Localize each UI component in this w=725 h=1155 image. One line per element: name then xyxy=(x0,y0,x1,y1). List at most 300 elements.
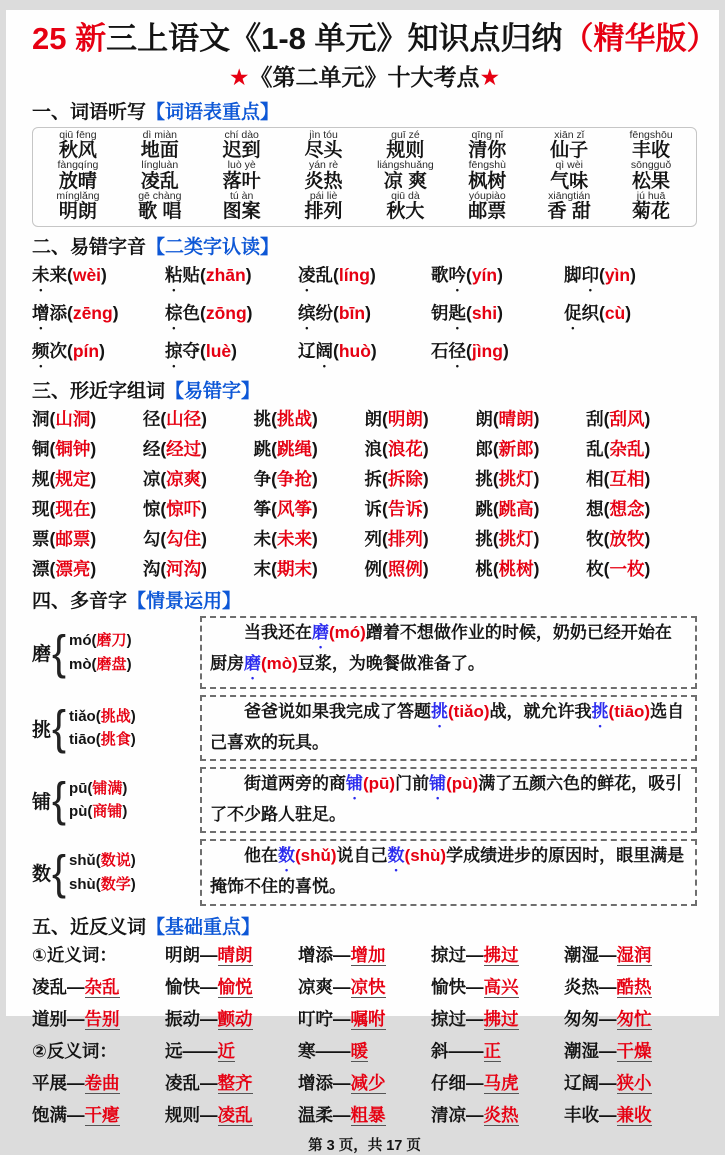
similar-characters-list xyxy=(32,406,697,581)
pinyin-label: yóupiào xyxy=(468,189,506,202)
title-suffix: （精华版） xyxy=(562,21,718,56)
word-table-row xyxy=(37,160,692,191)
pair-group-label: ①近义词： xyxy=(32,944,117,965)
phonetic-item: 掠夺(luè) xyxy=(165,341,237,362)
word-cell xyxy=(365,130,447,161)
word-answer: 勾住 xyxy=(166,529,202,550)
stressed-char: 掠 xyxy=(165,341,183,362)
word-label: 明朗 xyxy=(58,201,97,223)
char-pair-item: 争(争抢) xyxy=(253,469,318,490)
reading-line: mò(磨盘) xyxy=(69,655,132,673)
word-table-row xyxy=(37,130,692,161)
page-subtitle xyxy=(32,59,697,92)
polyphone-readings xyxy=(69,629,132,676)
pinyin-answer: zhān xyxy=(205,265,246,286)
pinyin-label: língluàn xyxy=(141,159,179,172)
word-answer: 排列 xyxy=(387,529,423,550)
pair-answer: 高兴 xyxy=(483,976,519,997)
pinyin-annotation: (mó) xyxy=(329,623,366,643)
pinyin-answer: líng xyxy=(338,265,370,286)
word-cell xyxy=(446,130,528,161)
char-pair-item: 郎(新郎) xyxy=(475,439,540,460)
char-pair-item: 现(现在) xyxy=(32,499,97,520)
highlighted-char: 数 xyxy=(278,846,295,866)
pair-item: 增添—增加 xyxy=(298,944,386,965)
word-label: 炎热 xyxy=(304,170,343,192)
stressed-char: 缤 xyxy=(298,303,316,324)
pinyin-annotation: (shǔ) xyxy=(295,846,337,866)
pinyin-label: jìn tóu xyxy=(309,128,338,141)
word-cell xyxy=(201,191,283,222)
pinyin-label: xiāngtián xyxy=(548,189,591,202)
pair-item: 潮湿—湿润 xyxy=(564,944,652,965)
char-pair-item: 列(排列) xyxy=(364,529,429,550)
pinyin-label: yán rè xyxy=(308,159,339,172)
polyphone-entry xyxy=(32,616,697,689)
polyphone-entry xyxy=(32,695,697,761)
pinyin-annotation: (pù) xyxy=(446,774,479,794)
word-answer: 未来 xyxy=(276,529,312,550)
highlighted-char: 挑 xyxy=(431,702,448,722)
word-label: 气味 xyxy=(550,170,589,192)
page-title xyxy=(32,21,718,57)
pair-item: 饱满—干瘪 xyxy=(32,1104,120,1125)
pair-answer: 炎热 xyxy=(483,1104,519,1125)
char-pair-item: 经(经过) xyxy=(142,439,207,460)
word-cell xyxy=(119,191,201,222)
pinyin-label: guī zé xyxy=(391,128,420,141)
word-cell xyxy=(610,130,692,161)
word-answer: 晴朗 xyxy=(498,409,534,430)
char-pair-item: 洞(山洞) xyxy=(32,409,97,430)
phonetic-item: 粘贴(zhān) xyxy=(165,265,252,286)
word-label: 清你 xyxy=(468,140,507,162)
pinyin-answer: yìn xyxy=(604,265,631,286)
pair-item: 掠过—拂过 xyxy=(431,1008,519,1029)
pair-item: 平展—卷曲 xyxy=(32,1072,120,1093)
polyphone-char: 铺 xyxy=(32,791,52,813)
stressed-char: 未 xyxy=(32,265,50,286)
pair-answer: 告别 xyxy=(84,1008,120,1029)
word-answer: 挑战 xyxy=(276,409,312,430)
phonetic-item: 未来(wèi) xyxy=(32,265,107,286)
synonym-antonym-list xyxy=(32,942,697,1127)
pair-item: 振动—颤动 xyxy=(165,1008,253,1029)
pair-item: 炎热—酷热 xyxy=(564,976,652,997)
char-pair-item: 铜(铜钟) xyxy=(32,439,97,460)
phonetic-item: 石径(jìng) xyxy=(431,341,509,362)
reading-word: 磨盘 xyxy=(96,655,127,673)
pinyin-label: qiū fēng xyxy=(59,128,97,141)
char-pair-item: 勾(勾住) xyxy=(142,529,207,550)
pair-item: 斜——正 xyxy=(431,1040,501,1061)
char-pair-item: 乱(杂乱) xyxy=(586,439,651,460)
polyphone-char: 数 xyxy=(32,864,52,886)
sentence-box: 街道两旁的商铺(pū)门前铺(pù)满了五颜六色的鲜花，吸引了不少路人驻足。 xyxy=(200,767,697,833)
pair-item: 丰收—兼收 xyxy=(564,1104,652,1125)
char-pair-item: 牧(放牧) xyxy=(586,529,651,550)
reading-word: 数说 xyxy=(100,852,131,870)
section5-heading-bracket: 【基础重点】 xyxy=(146,916,261,938)
phonetic-item: 歌吟(yín) xyxy=(431,265,503,286)
pinyin-answer: cù xyxy=(604,303,626,324)
polyphone-entry xyxy=(32,767,697,833)
brace-glyph: { xyxy=(52,773,67,827)
word-answer: 邮票 xyxy=(55,529,91,550)
word-label: 秋大 xyxy=(386,201,425,223)
word-answer: 明朗 xyxy=(387,409,423,430)
pinyin-answer: zēng xyxy=(72,303,113,324)
reading-line: tiāo(挑食) xyxy=(69,731,136,749)
char-pair-item: 惊(惊吓) xyxy=(142,499,207,520)
pair-item: 愉快—高兴 xyxy=(431,976,519,997)
word-answer: 期末 xyxy=(276,559,312,580)
document-page xyxy=(6,10,719,1154)
phonetic-item: 凌乱(líng) xyxy=(298,265,376,286)
pair-item: 凌乱—整齐 xyxy=(165,1072,253,1093)
reading-word: 挑战 xyxy=(100,708,131,726)
pair-item: 增添—减少 xyxy=(298,1072,386,1093)
pinyin-label: xiān zǐ xyxy=(554,128,585,141)
pair-answer: 湿润 xyxy=(616,944,652,965)
word-table-row xyxy=(37,191,692,222)
pair-item: 温柔—粗暴 xyxy=(298,1104,386,1125)
pair-item: 凌乱—杂乱 xyxy=(32,976,120,997)
sentence-box: 他在数(shǔ)说自己数(shù)学成绩进步的原因时，眼里满是掩饰不住的喜悦。 xyxy=(200,839,697,905)
reading-line: shù(数学) xyxy=(69,875,136,893)
word-label: 歌 唱 xyxy=(138,201,182,223)
word-answer: 告诉 xyxy=(387,499,423,520)
reading-word: 磨刀 xyxy=(96,632,127,650)
pinyin-label: qīng nǐ xyxy=(471,128,504,141)
word-answer: 山径 xyxy=(166,409,202,430)
pair-answer: 狭小 xyxy=(616,1072,652,1093)
pair-answer: 匆忙 xyxy=(616,1008,652,1029)
word-cell xyxy=(365,191,447,222)
phonetic-item: 促织(cù) xyxy=(564,303,632,324)
pair-answer: 暖 xyxy=(350,1040,368,1061)
pinyin-label: liángshuǎng xyxy=(377,159,434,172)
pinyin-label: fēngshōu xyxy=(629,128,673,141)
word-cell xyxy=(528,191,610,222)
pair-item: 道别—告别 xyxy=(32,1008,120,1029)
word-dictation-table xyxy=(32,127,697,228)
pair-item: 远——近 xyxy=(165,1040,235,1061)
char-pair-item: 刮(刮风) xyxy=(586,409,651,430)
polyphone-left xyxy=(32,625,200,679)
char-pair-item: 票(邮票) xyxy=(32,529,97,550)
section3-heading-text: 三、形近字组词 xyxy=(32,381,166,403)
word-answer: 刮风 xyxy=(609,409,645,430)
pinyin-answer: zōng xyxy=(205,303,247,324)
highlighted-char: 数 xyxy=(387,846,405,866)
word-label: 放晴 xyxy=(58,170,97,192)
pair-answer: 兼收 xyxy=(616,1104,652,1125)
section3-heading xyxy=(32,376,697,403)
char-pair-item: 凉(凉爽) xyxy=(142,469,207,490)
word-answer: 互相 xyxy=(609,469,645,490)
word-label: 邮票 xyxy=(468,201,507,223)
pair-item: 仔细—马虎 xyxy=(431,1072,519,1093)
word-cell xyxy=(365,160,447,191)
word-answer: 山洞 xyxy=(55,409,91,430)
error-prone-pronunciation-list xyxy=(32,262,697,371)
pinyin-label: mínglǎng xyxy=(56,189,100,202)
pair-answer: 拂过 xyxy=(483,944,519,965)
highlighted-char: 挑 xyxy=(591,702,609,722)
stressed-char: 增 xyxy=(32,303,50,324)
word-label: 尽头 xyxy=(304,140,343,162)
pinyin-annotation: (pū) xyxy=(363,774,396,794)
pinyin-label: fēngshù xyxy=(468,159,506,172)
reading-word: 挑食 xyxy=(100,731,131,749)
reading-line: shǔ(数说) xyxy=(69,852,136,870)
word-answer: 新郎 xyxy=(498,439,534,460)
word-cell xyxy=(37,160,119,191)
pinyin-label: tú àn xyxy=(230,189,254,202)
pinyin-answer: bīn xyxy=(338,303,366,324)
pair-item: 辽阔—狭小 xyxy=(564,1072,652,1093)
section1-heading xyxy=(32,97,697,124)
char-pair-item: 诉(告诉) xyxy=(364,499,429,520)
pinyin-answer: yín xyxy=(471,265,498,286)
word-label: 丰收 xyxy=(632,140,671,162)
pair-item: 匆匆—匆忙 xyxy=(564,1008,652,1029)
pair-group-label: ②反义词： xyxy=(32,1040,117,1061)
star-icon: ★ xyxy=(228,63,250,90)
pair-answer: 整齐 xyxy=(217,1072,253,1093)
polyphone-left xyxy=(32,701,200,755)
section5-heading xyxy=(32,912,697,939)
word-label: 迟到 xyxy=(222,140,261,162)
stressed-char: 阔 xyxy=(315,341,333,362)
char-pair-item: 浪(浪花) xyxy=(364,439,429,460)
section2-heading-bracket: 【二类字认读】 xyxy=(146,237,280,259)
pinyin-annotation: (mò) xyxy=(261,654,298,674)
word-label: 凉 爽 xyxy=(383,170,428,192)
pinyin-annotation: (tiāo) xyxy=(608,702,651,722)
word-label: 香 甜 xyxy=(547,201,591,223)
pair-item: 愉快—愉悦 xyxy=(165,976,253,997)
word-answer: 想念 xyxy=(609,499,645,520)
pair-answer: 颤动 xyxy=(217,1008,253,1029)
pair-answer: 干瘪 xyxy=(84,1104,120,1125)
subtitle-text: 《第二单元》十大考点 xyxy=(249,63,480,90)
word-cell xyxy=(37,191,119,222)
pair-answer: 粗暴 xyxy=(350,1104,386,1125)
pinyin-label: dì miàn xyxy=(142,128,178,141)
word-answer: 惊吓 xyxy=(166,499,202,520)
pinyin-answer: wèi xyxy=(72,265,102,286)
pinyin-answer: shi xyxy=(471,303,498,324)
word-cell xyxy=(528,160,610,191)
word-cell xyxy=(610,191,692,222)
page-number: 第 3 页，共 17 页 xyxy=(308,1137,421,1154)
phonetic-item: 脚印(yìn) xyxy=(564,265,636,286)
section1-heading-bracket: 【词语表重点】 xyxy=(146,101,280,123)
reading-word: 数学 xyxy=(100,875,131,893)
pair-answer: 愉悦 xyxy=(217,976,253,997)
polyphone-readings xyxy=(69,849,136,896)
stressed-char: 印 xyxy=(581,265,599,286)
pinyin-label: fàngqíng xyxy=(57,159,99,172)
reading-line: tiǎo(挑战) xyxy=(69,708,136,726)
section4-heading-text: 四、多音字 xyxy=(32,591,128,613)
polyphone-left xyxy=(32,773,200,827)
stressed-char: 径 xyxy=(448,341,466,362)
pair-answer: 拂过 xyxy=(483,1008,519,1029)
char-pair-item: 径(山径) xyxy=(142,409,207,430)
pinyin-label: gē chàng xyxy=(138,189,182,202)
word-cell xyxy=(528,130,610,161)
section2-heading xyxy=(32,232,697,259)
word-answer: 一枚 xyxy=(609,559,645,580)
pair-item: 清凉—炎热 xyxy=(431,1104,519,1125)
pair-answer: 卷曲 xyxy=(84,1072,120,1093)
word-answer: 河沟 xyxy=(166,559,202,580)
word-answer: 杂乱 xyxy=(609,439,645,460)
phonetic-item: 增添(zēng) xyxy=(32,303,119,324)
char-pair-item: 枚(一枚) xyxy=(586,559,651,580)
pair-answer: 酷热 xyxy=(616,976,652,997)
pair-item: 凉爽—凉快 xyxy=(298,976,386,997)
pinyin-annotation: (tiǎo) xyxy=(448,702,490,722)
pair-answer: 嘱咐 xyxy=(350,1008,386,1029)
pinyin-label: chí dào xyxy=(224,128,259,141)
word-answer: 凉爽 xyxy=(166,469,202,490)
word-label: 落叶 xyxy=(222,170,261,192)
pinyin-label: sōngguǒ xyxy=(630,159,672,172)
star-icon: ★ xyxy=(479,63,501,90)
polyphone-left xyxy=(32,845,200,899)
stressed-char: 凌 xyxy=(298,265,316,286)
word-answer: 拆除 xyxy=(387,469,423,490)
char-pair-item: 挑(挑战) xyxy=(253,409,318,430)
brace-glyph: { xyxy=(52,701,67,755)
char-pair-item: 相(互相) xyxy=(586,469,651,490)
char-pair-item: 规(规定) xyxy=(32,469,97,490)
word-label: 枫树 xyxy=(468,170,507,192)
word-cell xyxy=(201,160,283,191)
phonetic-item: 频次(pín) xyxy=(32,341,105,362)
sentence-box: 爸爸说如果我完成了答题挑(tiǎo)战，就允许我挑(tiāo)选自己喜欢的玩具。 xyxy=(200,695,697,761)
pair-answer: 马虎 xyxy=(483,1072,519,1093)
pair-answer: 减少 xyxy=(350,1072,386,1093)
reading-word: 铺满 xyxy=(92,780,123,798)
word-label: 秋风 xyxy=(58,140,97,162)
char-pair-item: 朗(明朗) xyxy=(364,409,429,430)
reading-line: mó(磨刀) xyxy=(69,632,132,650)
stressed-char: 吟 xyxy=(448,265,466,286)
pinyin-label: pái liè xyxy=(309,189,338,202)
pair-answer: 晴朗 xyxy=(217,944,253,965)
word-answer: 风筝 xyxy=(276,499,312,520)
word-label: 排列 xyxy=(304,201,343,223)
char-pair-item: 朗(晴朗) xyxy=(475,409,540,430)
stressed-char: 频 xyxy=(32,341,50,362)
char-pair-item: 挑(挑灯) xyxy=(475,469,540,490)
word-cell xyxy=(610,160,692,191)
polyphone-readings xyxy=(69,777,127,824)
highlighted-char: 铺 xyxy=(429,774,447,794)
pair-answer: 正 xyxy=(483,1040,501,1061)
stressed-char: 粘 xyxy=(165,265,183,286)
word-answer: 经过 xyxy=(166,439,202,460)
reading-line: pū(铺满) xyxy=(69,780,128,798)
phonetic-item: 辽阔(huò) xyxy=(298,341,377,362)
word-cell xyxy=(283,130,365,161)
brace-glyph: { xyxy=(52,625,67,679)
char-pair-item: 桃(桃树) xyxy=(475,559,540,580)
polyphone-entry xyxy=(32,839,697,905)
section5-heading-text: 五、近反义词 xyxy=(32,916,147,938)
word-label: 规则 xyxy=(386,140,425,162)
highlighted-char: 磨 xyxy=(312,623,329,643)
pair-item: 明朗—晴朗 xyxy=(165,944,253,965)
word-answer: 桃树 xyxy=(498,559,534,580)
word-cell xyxy=(119,160,201,191)
stressed-char: 促 xyxy=(564,303,582,324)
word-answer: 跳高 xyxy=(498,499,534,520)
pair-answer: 增加 xyxy=(350,944,386,965)
word-answer: 争抢 xyxy=(276,469,312,490)
word-cell xyxy=(119,130,201,161)
word-answer: 照例 xyxy=(387,559,423,580)
char-pair-item: 想(想念) xyxy=(586,499,651,520)
word-cell xyxy=(283,160,365,191)
section4-heading xyxy=(32,586,697,613)
section1-heading-text: 一、词语听写 xyxy=(32,101,147,123)
pinyin-label: jú huā xyxy=(636,189,666,202)
pinyin-label: qiū dà xyxy=(391,189,420,202)
phonetic-item: 棕色(zōng) xyxy=(165,303,253,324)
polyphone-readings xyxy=(69,705,136,752)
word-cell xyxy=(201,130,283,161)
pair-item: 潮湿—干燥 xyxy=(564,1040,652,1061)
word-cell xyxy=(446,191,528,222)
word-label: 图案 xyxy=(222,201,261,223)
word-cell xyxy=(37,130,119,161)
word-label: 菊花 xyxy=(632,201,671,223)
polyphone-char: 磨 xyxy=(32,644,52,666)
pair-item: 规则—凌乱 xyxy=(165,1104,253,1125)
pinyin-answer: luè xyxy=(205,341,232,362)
phonetic-item: 钥匙(shi) xyxy=(431,303,503,324)
highlighted-char: 磨 xyxy=(244,654,261,674)
polyphone-list xyxy=(32,616,697,905)
char-pair-item: 例(照例) xyxy=(364,559,429,580)
title-main: 三上语文《1-8 单元》知识点归纳 xyxy=(106,21,563,56)
pinyin-label: luò yè xyxy=(227,159,256,172)
section2-heading-text: 二、易错字音 xyxy=(32,237,147,259)
section4-heading-bracket: 【情景运用】 xyxy=(127,591,242,613)
pinyin-annotation: (shù) xyxy=(404,846,447,866)
pinyin-answer: pín xyxy=(72,341,100,362)
pair-answer: 凉快 xyxy=(350,976,386,997)
title-prefix: 25 新 xyxy=(32,21,107,56)
char-pair-item: 拆(拆除) xyxy=(364,469,429,490)
sentence-box: 当我还在磨(mó)蹭着不想做作业的时候，奶奶已经开始在厨房磨(mò)豆浆，为晚餐做准备了。 xyxy=(200,616,697,689)
char-pair-item: 跳(跳绳) xyxy=(253,439,318,460)
char-pair-item: 跳(跳高) xyxy=(475,499,540,520)
word-answer: 挑灯 xyxy=(498,529,534,550)
polyphone-char: 挑 xyxy=(32,719,52,741)
pair-answer: 干燥 xyxy=(616,1040,652,1061)
pair-item: 寒——暖 xyxy=(298,1040,368,1061)
highlighted-char: 铺 xyxy=(346,774,363,794)
pinyin-answer: jìng xyxy=(471,341,503,362)
pinyin-answer: huò xyxy=(338,341,371,362)
